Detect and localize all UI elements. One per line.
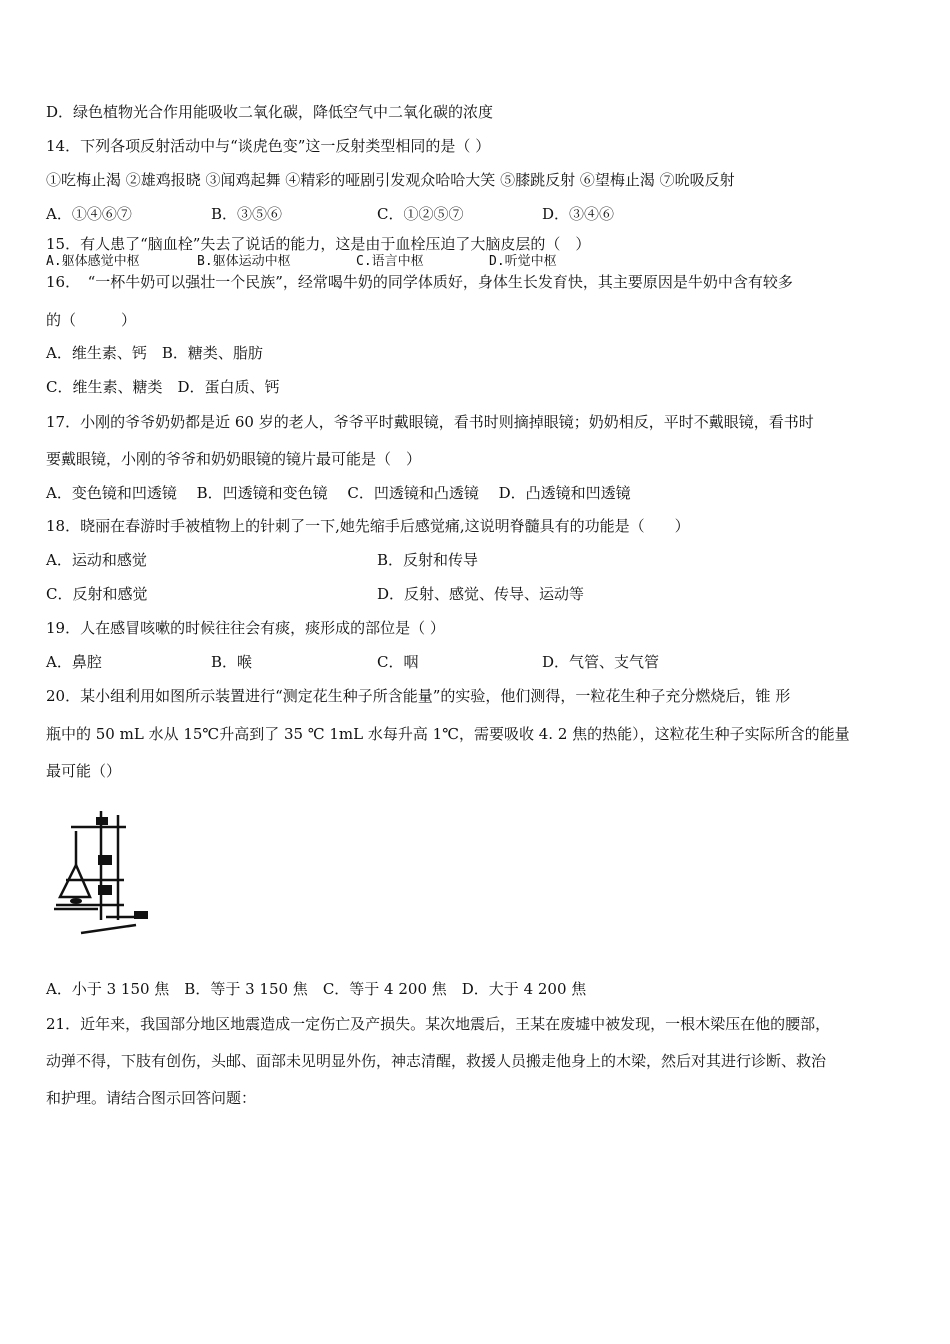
q18-option-b: B．反射和传导 bbox=[377, 551, 479, 569]
q14-items: ①吃梅止渴 ②雄鸡报晓 ③闻鸡起舞 ④精彩的哑剧引发观众哈哈大笑 ⑤膝跳反射 ⑥望梅止渴 ⑦吮吸反射 bbox=[46, 171, 735, 189]
q15-option-d: D.听觉中枢 bbox=[489, 254, 557, 269]
q14-option-d: D．③④⑥ bbox=[542, 205, 615, 223]
q14-stem: 14．下列各项反射活动中与“谈虎色变”这一反射类型相同的是（ ） bbox=[46, 137, 491, 155]
q18-option-c: C．反射和感觉 bbox=[46, 585, 148, 603]
q15-stem: 15．有人患了“脑血栓”失去了说话的能力，这是由于血栓压迫了大脑皮层的（ ） bbox=[46, 235, 591, 253]
q13-option-d: D．绿色植物光合作用能吸收二氧化碳，降低空气中二氧化碳的浓度 bbox=[46, 103, 494, 121]
q16-options-cd: C．维生素、糖类 D．蛋白质、钙 bbox=[46, 378, 280, 396]
q14-option-a: A．①④⑥⑦ bbox=[46, 205, 132, 223]
peanut-combustion-apparatus-icon bbox=[46, 805, 156, 945]
q20-stem-line3: 最可能（） bbox=[46, 762, 122, 780]
q19-option-b: B．喉 bbox=[211, 653, 253, 671]
q17-stem-line1: 17．小刚的爷爷奶奶都是近 60 岁的老人，爷爷平时戴眼镜，看书时则摘掉眼镜；奶奶相反，平时不戴眼镜，看书时 bbox=[46, 413, 814, 431]
q15-option-b: B.躯体运动中枢 bbox=[197, 254, 291, 269]
q19-option-d: D．气管、支气管 bbox=[542, 653, 660, 671]
q21-stem-line2: 动弹不得，下肢有创伤，头邮、面部未见明显外伤，神志清醒，救援人员搬走他身上的木梁，然后对其进行诊断、救治 bbox=[46, 1052, 827, 1070]
q20-stem-line1: 20．某小组利用如图所示装置进行“测定花生种子所含能量”的实验，他们测得，一粒花生种子充分燃烧后，锥 形 bbox=[46, 687, 791, 705]
q15-option-a: A.躯体感觉中枢 bbox=[46, 254, 140, 269]
q20-options: A．小于 3 150 焦 B．等于 3 150 焦 C．等于 4 200 焦 D．大于 4 200 焦 bbox=[46, 980, 587, 998]
q21-stem-line3: 和护理。请结合图示回答问题： bbox=[46, 1089, 257, 1107]
q17-stem-line2: 要戴眼镜，小刚的爷爷和奶奶眼镜的镜片最可能是（ ） bbox=[46, 450, 422, 468]
q18-option-a: A．运动和感觉 bbox=[46, 551, 147, 569]
q19-option-a: A．鼻腔 bbox=[46, 653, 102, 671]
q18-option-d: D．反射、感觉、传导、运动等 bbox=[377, 585, 585, 603]
q17-options: A．变色镜和凹透镜 B．凹透镜和变色镜 C．凹透镜和凸透镜 D．凸透镜和凹透镜 bbox=[46, 484, 631, 502]
q18-stem: 18．晓丽在春游时手被植物上的针刺了一下,她先缩手后感觉痛,这说明脊髓具有的功能是（ ） bbox=[46, 517, 690, 535]
q15-option-c: C.语言中枢 bbox=[356, 254, 424, 269]
q16-stem-line2: 的（ ） bbox=[46, 311, 137, 329]
q19-stem: 19．人在感冒咳嗽的时候往往会有痰，痰形成的部位是（ ） bbox=[46, 619, 445, 637]
q16-stem-line1: 16． “一杯牛奶可以强壮一个民族”，经常喝牛奶的同学体质好，身体生长发育快，其主要原因是牛奶中含有较多 bbox=[46, 273, 793, 291]
q14-option-c: C．①②⑤⑦ bbox=[377, 205, 464, 223]
q16-options-ab: A．维生素、钙 B．糖类、脂肪 bbox=[46, 344, 263, 362]
q14-option-b: B．③⑤⑥ bbox=[211, 205, 283, 223]
q20-stem-line2: 瓶中的 50 mL 水从 15℃升高到了 35 ℃ 1mL 水每升高 1℃，需要吸收 4. 2 焦的热能），这粒花生种子实际所含的能量 bbox=[46, 725, 850, 743]
q19-option-c: C．咽 bbox=[377, 653, 419, 671]
q21-stem-line1: 21．近年来，我国部分地区地震造成一定伤亡及产损失。某次地震后，王某在废墟中被发现，一根木梁压在他的腰部， bbox=[46, 1015, 831, 1033]
